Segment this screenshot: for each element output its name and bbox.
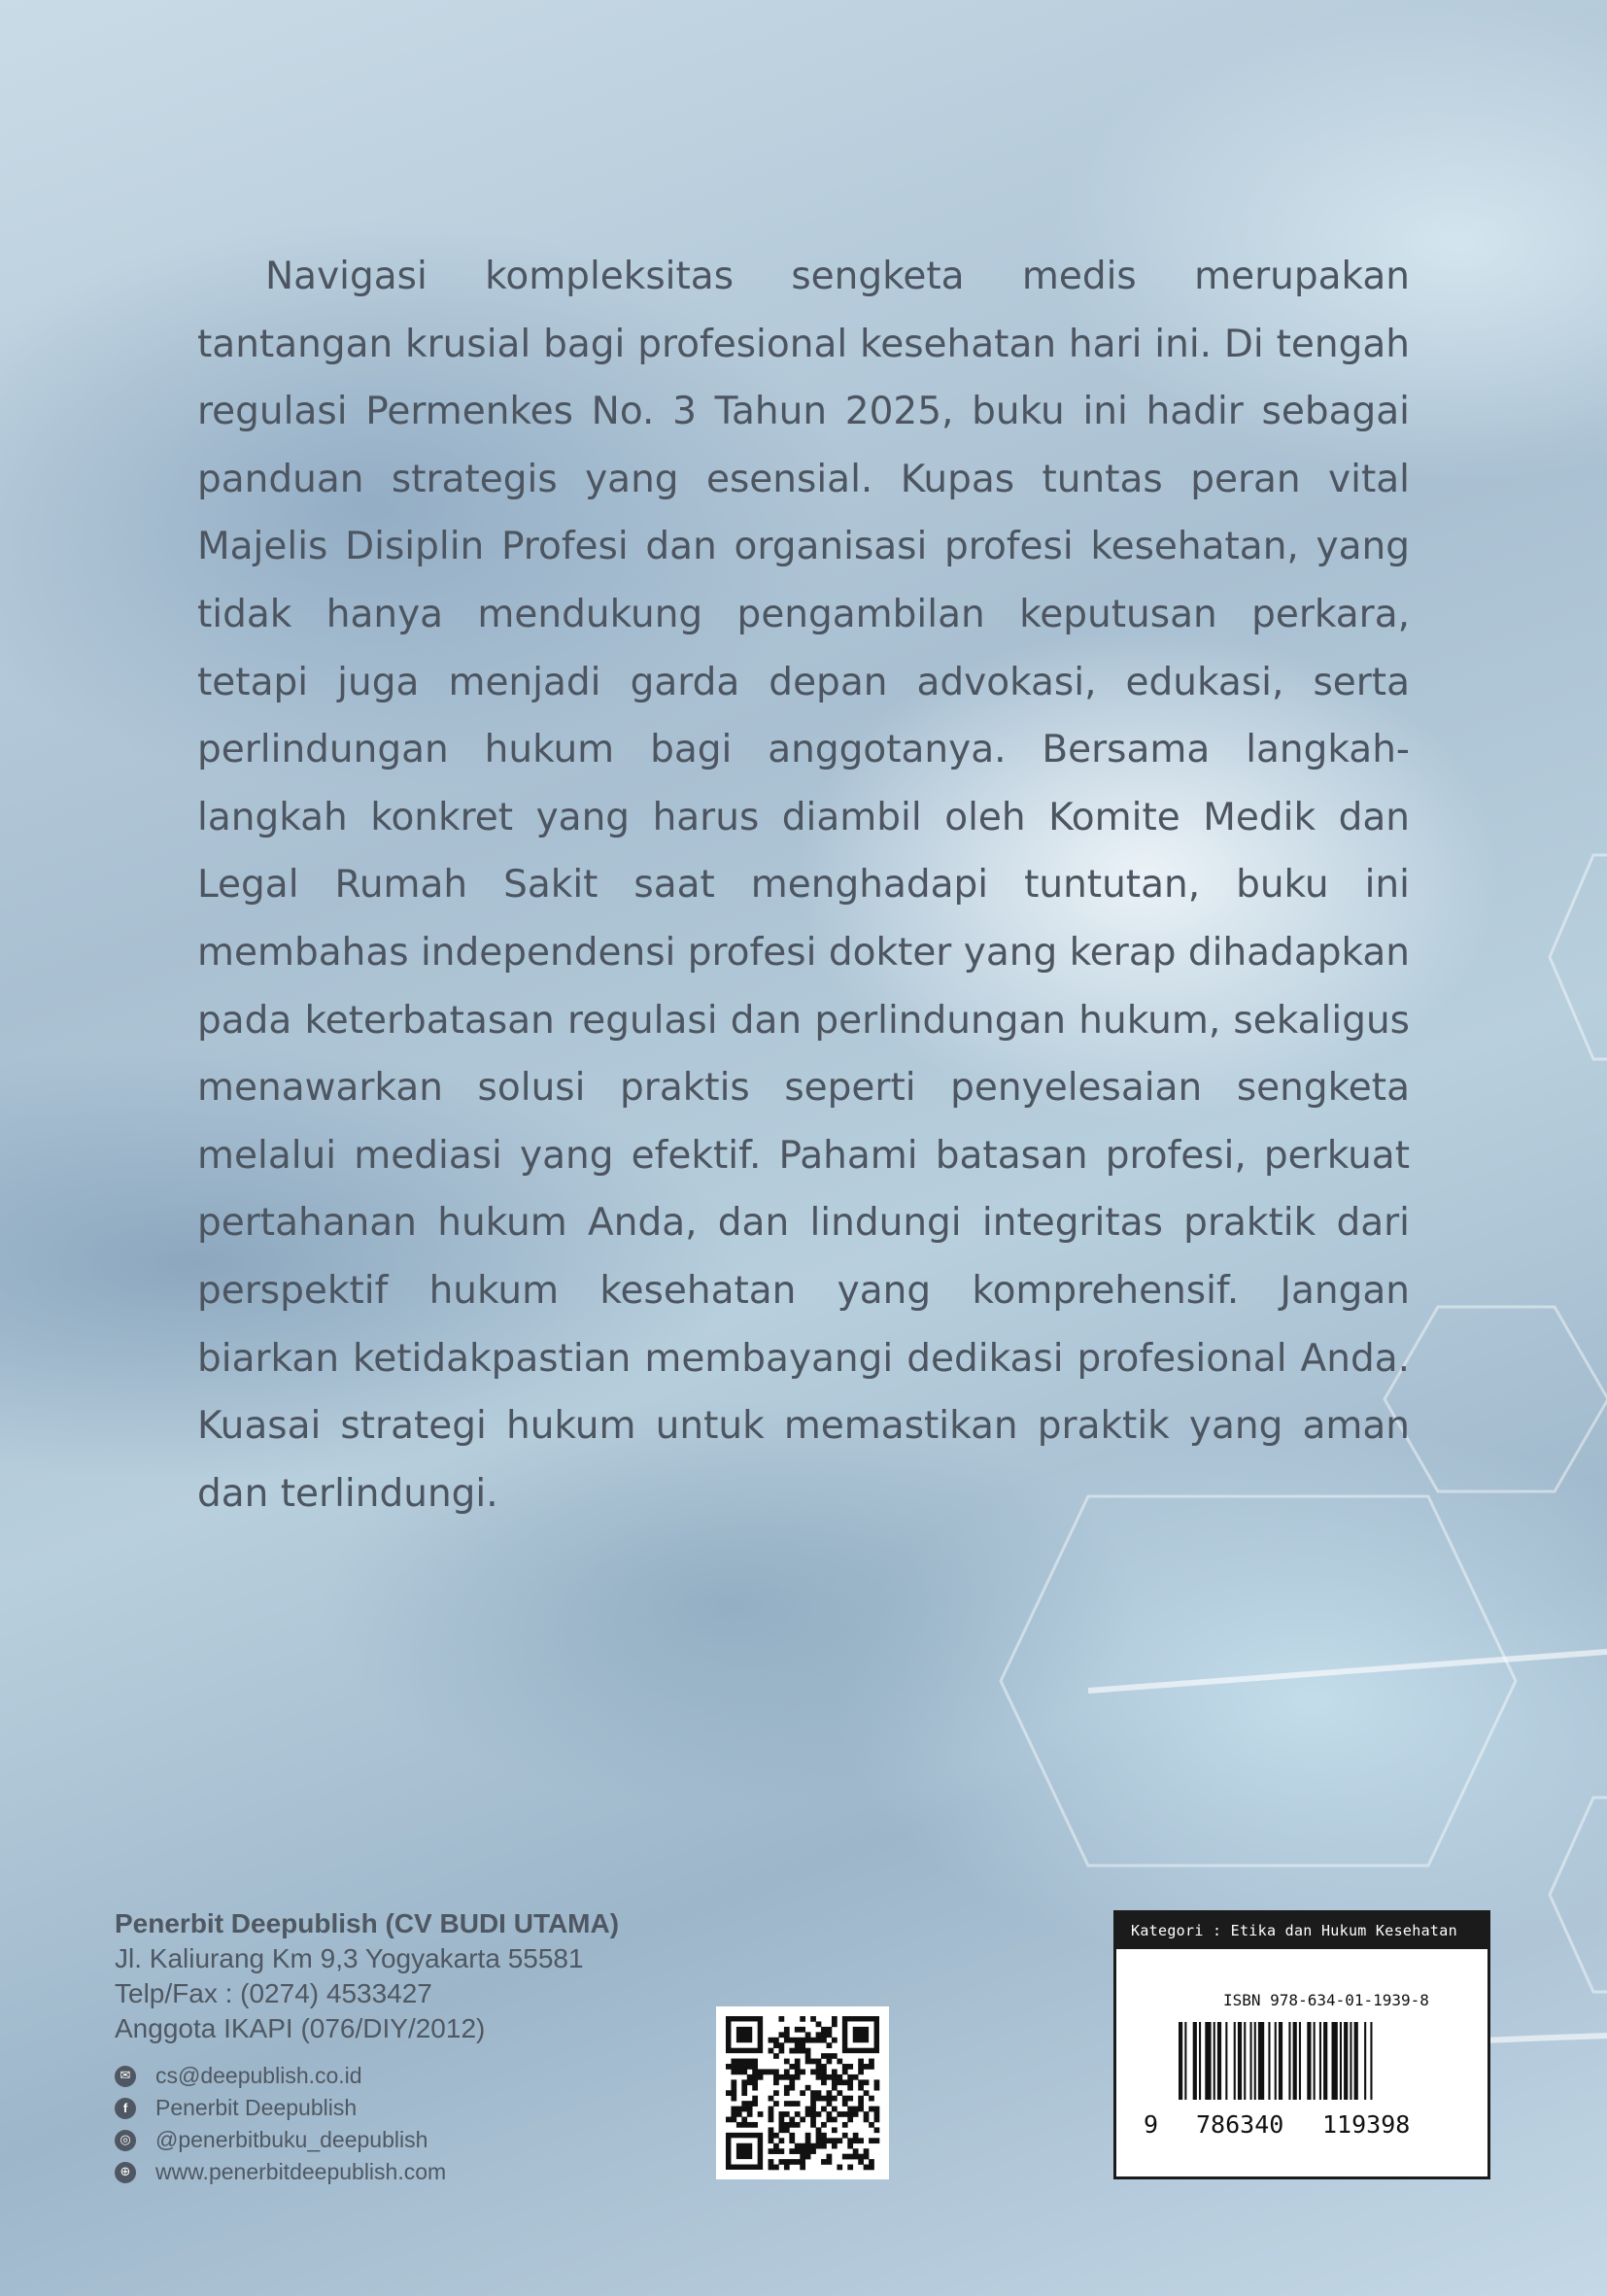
instagram-icon: ◎ (115, 2130, 136, 2151)
publisher-ikapi: Anggota IKAPI (076/DIY/2012) (115, 2013, 486, 2043)
contact-facebook (115, 2092, 619, 2124)
barcode-digits-right: 119398 (1322, 2110, 1411, 2139)
barcode-digit-lead: 9 (1144, 2110, 1159, 2139)
isbn-number: ISBN 978-634-01-1939-8 (1223, 1991, 1429, 2009)
contact-email-text: cs@deepublish.co.id (155, 2063, 362, 2088)
facebook-icon: f (115, 2098, 136, 2119)
publisher-address: Jl. Kaliurang Km 9,3 Yogyakarta 55581 (115, 1943, 584, 1973)
publisher-name: Penerbit Deepublish (CV BUDI UTAMA) (115, 1908, 620, 1938)
contact-email (115, 2060, 619, 2092)
contact-web (115, 2156, 619, 2188)
contact-facebook-text: Penerbit Deepublish (155, 2095, 358, 2120)
contact-web-text: www.penerbitdeepublish.com (155, 2159, 447, 2184)
contact-instagram-text: @penerbitbuku_deepublish (155, 2127, 428, 2152)
qr-code (716, 2006, 889, 2179)
category-label: Kategori : Etika dan Hukum Kesehatan (1116, 1913, 1487, 1949)
email-icon: ✉ (115, 2066, 136, 2087)
globe-icon: ⊕ (115, 2162, 136, 2183)
contact-list (115, 2060, 619, 2188)
barcode-bars (1175, 2022, 1437, 2114)
barcode-digits-left: 786340 (1196, 2110, 1284, 2139)
publisher-phone: Telp/Fax : (0274) 4533427 (115, 1978, 432, 2008)
contact-instagram (115, 2124, 619, 2156)
isbn-barcode (1113, 1910, 1490, 2179)
book-synopsis: Navigasi kompleksitas sengketa medis merupakan tantangan krusial bagi profesional kesehatan hari ini. Di tengah regulasi Permenkes No. 3 Tahun 2025, buku ini hadir sebagai panduan strategis yang esensial. Kupas tuntas peran vital Majelis Disiplin Profesi dan organisasi profesi kesehatan, yang tidak hanya mendukung pengambilan keputusan perkara, tetapi juga menjadi garda depan advokasi, edukasi, serta perlindungan hukum bagi anggotanya. Bersama langkah-langkah konkret yang harus diambil oleh Komite Medik dan Legal Rumah Sakit saat menghadapi tuntutan, buku ini membahas independensi profesi dokter yang kerap dihadapkan pada keterbatasan regulasi dan perlindungan hukum, sekaligus menawarkan solusi praktis seperti penyelesaian sengketa melalui mediasi yang efektif. Pahami batasan profesi, perkuat pertahanan hukum Anda, dan lindungi integritas praktik dari perspektif hukum kesehatan yang komprehensif. Jangan biarkan ketidakpastian membayangi dedikasi profesional Anda. Kuasai strategi hukum untuk memastikan praktik yang aman dan terlindungi. (197, 255, 1410, 1516)
publisher-info (115, 1906, 619, 2188)
